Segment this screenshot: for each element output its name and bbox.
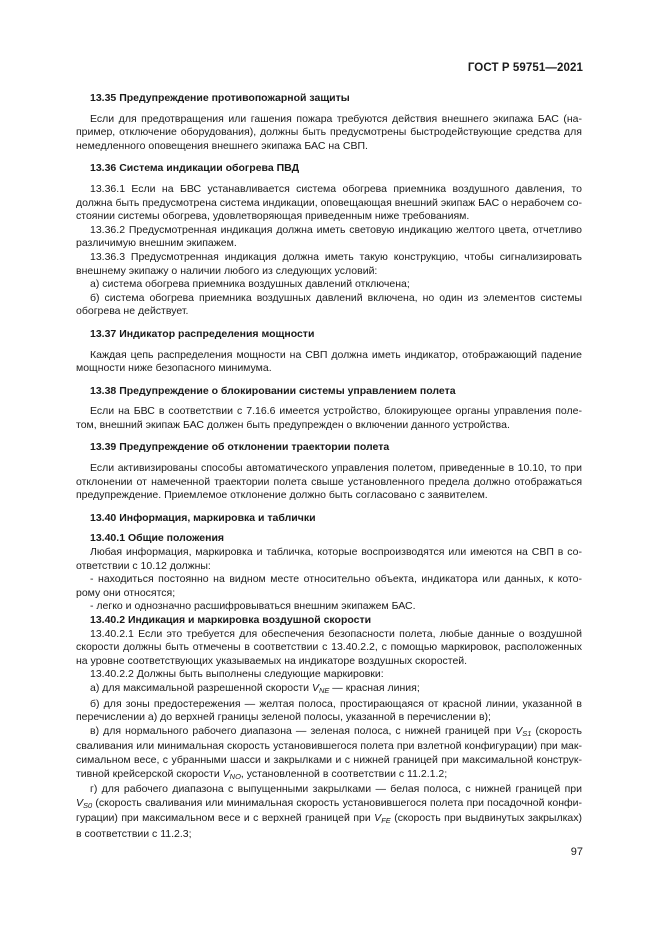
paragraph: Каждая цепь распределения мощности на СВП должна иметь индикатор, отображающий падение мощности ниже безопасного минимума.	[76, 348, 582, 375]
paragraph: Любая информация, маркировка и табличка, которые воспроизводятся или имеются на СВП в соответствии с 10.12 должны:	[76, 546, 582, 572]
list-item: г) для рабочего диапазона с выпущенными закрылками — белая полоса, с нижней границей при $V_{S0}$ (скорость сваливания или минимальная скорость установившегося полета при посадочной конфигурации) при максимальном весе и с верхней границей при $V_{FE}$ (скорость при выдвинутых закрылках) в соответствии с 11.2.3;	[76, 783, 582, 840]
section-title-13-37: 13.37 Индикатор распределения мощности	[90, 327, 315, 340]
page-number: 97	[570, 846, 583, 858]
list-item: - находиться постоянно на видном месте относительно объекта, индикатора или данных, к которому они относятся;	[76, 573, 582, 599]
section-title-13-36: 13.36 Система индикации обогрева ПВД	[90, 162, 300, 175]
subsection-title-13-40-2: 13.40.2 Индикация и маркировка воздушной скорости	[90, 614, 372, 626]
paragraph: Если активизированы способы автоматического управления полетом, приведенные в 10.10, то при отклонении от намеченной траектории полета свыше установленного предела должно отображаться предупреждение. Приемлемое отклонение должно быть согласовано с заявителем.	[76, 462, 582, 502]
section-title-13-35: 13.35 Предупреждение противопожарной защиты	[90, 92, 350, 104]
document-code: ГОСТ Р 59751—2021	[467, 62, 583, 74]
section-title-13-39: 13.39 Предупреждение об отклонении траектории полета	[90, 441, 390, 454]
page-content	[76, 92, 582, 842]
paragraph: 13.36.1 Если на БВС устанавливается система обогрева приемника воздушного давления, то должна быть предусмотрена система индикации, оповещающая внешний экипаж БАС о нерабочем состоянии системы обогрева, удовлетворяющая приведенным ниже требованиям.	[76, 182, 582, 223]
paragraph: Если на БВС в соответствии с 7.16.6 имеется устройство, блокирующее органы управления полетом, внешний экипаж БАС должен быть предупрежден о включении данного устройства.	[76, 405, 582, 431]
list-item: в) для нормального рабочего диапазона — зеленая полоса, с нижней границей при $V_{S1}$ (скорость сваливания или минимальная скорость установившегося полета при взлетной конфигурации) при максимальном весе, с убранными шасси и закрылками и с нижней границей при максимальной конструктивной крейсерской скорости $V_{NO}$, установленной в соответствии с 11.2.1.2;	[76, 724, 582, 781]
list-item: б) для зоны предостережения — желтая полоса, простирающаяся от красной линии, указанной в перечислении а) до верхней границы зеленой полосы, указанной в перечислении в);	[76, 697, 582, 724]
list-item: б) система обогрева приемника воздушных давлений включена, но один из элементов системы обогрева не действует.	[76, 291, 582, 318]
subsection-title-13-40-1: 13.40.1 Общие положения	[90, 532, 225, 545]
paragraph: 13.40.2.2 Должны быть выполнены следующие маркировки:	[90, 668, 384, 681]
paragraph: 13.36.2 Предусмотренная индикация должна иметь световую индикацию желтого цвета, отчетливо различимую внешним экипажем.	[76, 223, 582, 250]
paragraph: Если для предотвращения или гашения пожара требуются действия внешнего экипажа БАС (например, отключение оборудования), должны быть предусмотрены быстродействующие средства для немедленного оповещения внешнего экипажа БАС на СВП.	[76, 112, 582, 152]
list-item: а) система обогрева приемника воздушных давлений отключена;	[90, 278, 410, 291]
paragraph: 13.40.2.1 Если это требуется для обеспечения безопасности полета, любые данные о воздушной скорости должны быть отмечены в соответствии с 13.40.2.2, с помощью маркировок, расположенных на уровне соответствующих указываемых на индикаторе воздушных скоростей.	[76, 627, 582, 667]
list-item: а) для максимальной разрешенной скорости $V_{NE}$ — красная линия;	[90, 681, 420, 695]
list-item: - легко и однозначно расшифровываться внешним экипажем БАС.	[90, 600, 416, 613]
section-title-13-40: 13.40 Информация, маркировка и таблички	[90, 511, 316, 524]
section-title-13-38: 13.38 Предупреждение о блокировании системы управлением полета	[90, 384, 456, 397]
paragraph: 13.36.3 Предусмотренная индикация должна иметь такую конструкцию, чтобы сигнализировать внешнему экипажу о наличии любого из следующих условий:	[76, 250, 582, 277]
